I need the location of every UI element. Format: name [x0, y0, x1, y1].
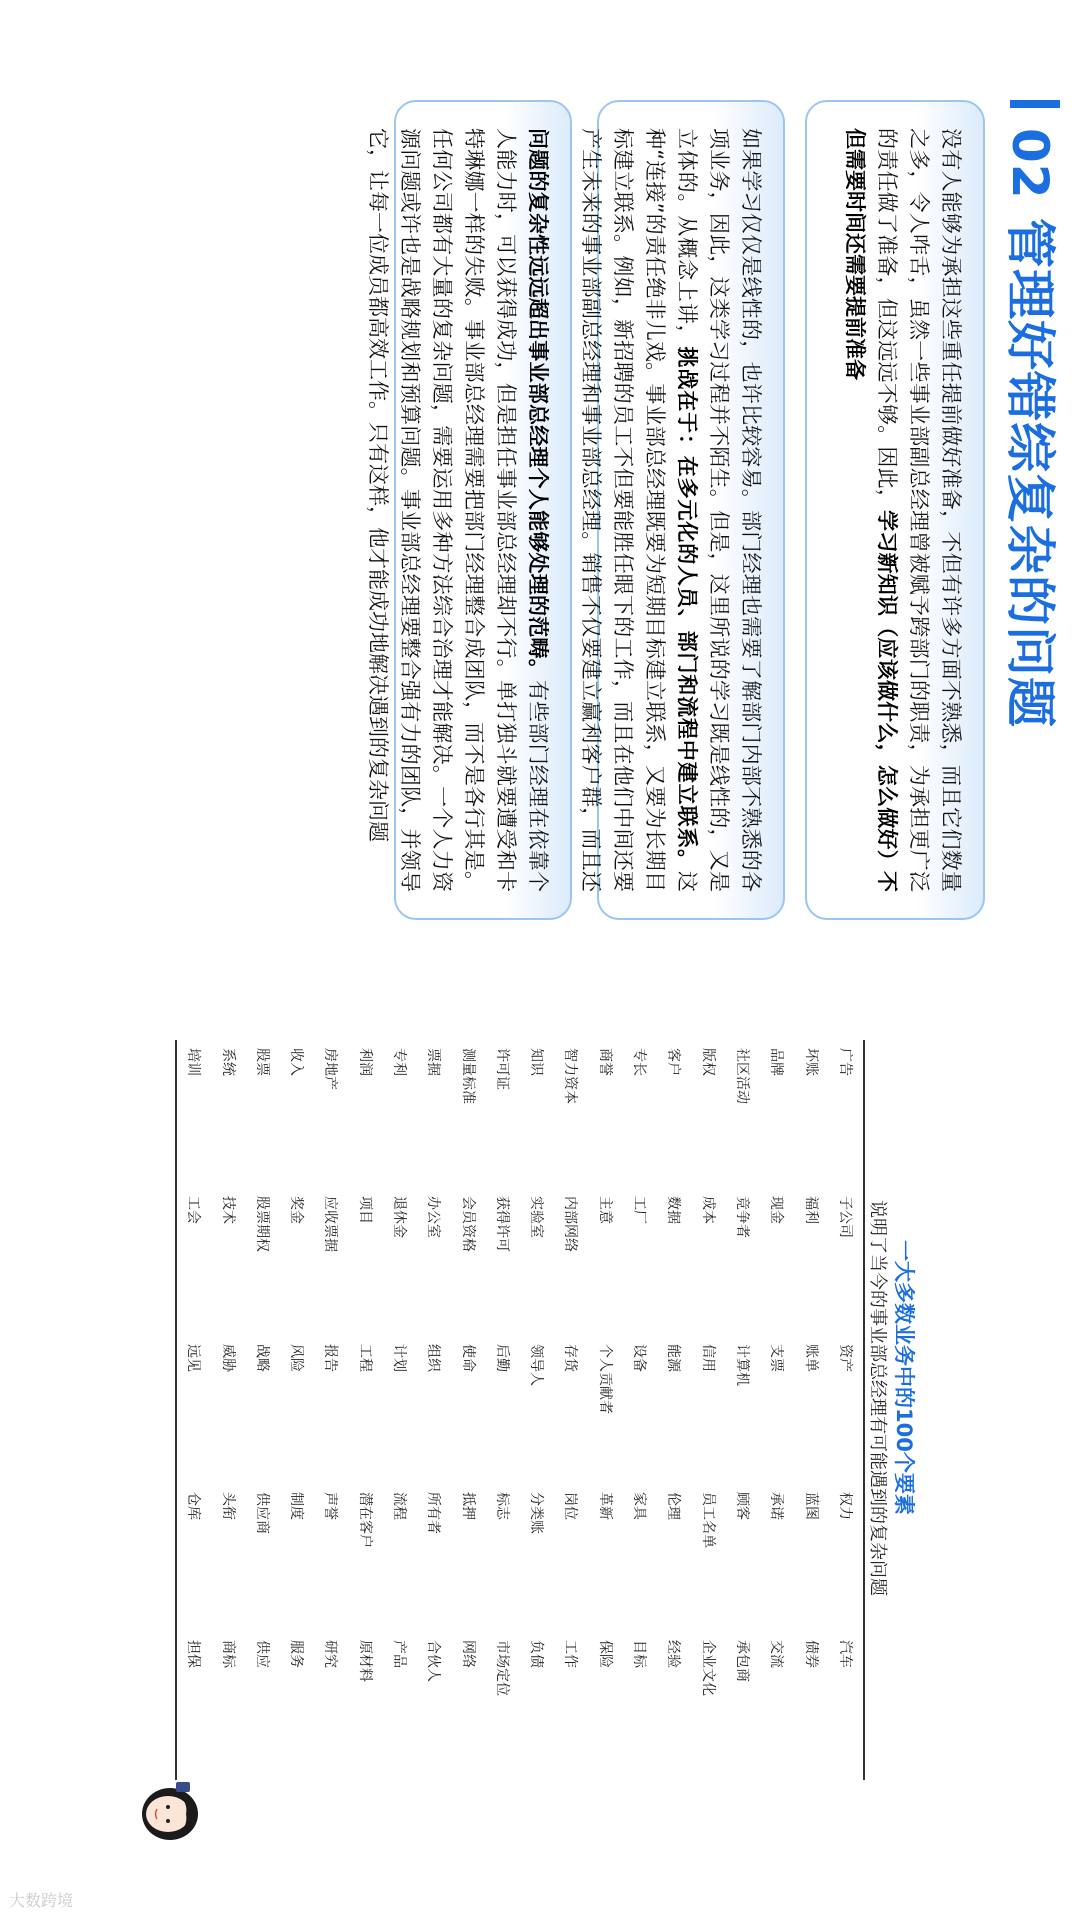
table-cell: 债券: [802, 1640, 819, 1668]
table-cell: 获得许可: [493, 1196, 510, 1252]
table-cell: 客户: [665, 1048, 682, 1076]
table-cell: 商誉: [596, 1048, 613, 1076]
table-row: [554, 1040, 588, 1780]
table-cell: 领导人: [528, 1344, 545, 1386]
table-row: [177, 1040, 211, 1780]
table-row: [623, 1040, 657, 1780]
card-paragraph: [543, 128, 767, 892]
text-card-knowledge: [805, 100, 985, 920]
table-cell: 原材料: [356, 1640, 373, 1682]
table-cell: 收入: [288, 1048, 305, 1076]
table-cell: 利润: [356, 1048, 373, 1076]
table-row: [280, 1040, 314, 1780]
table-cell: 承诺: [768, 1492, 785, 1520]
table-cell: 品牌: [768, 1048, 785, 1076]
table-row: [451, 1040, 485, 1780]
table-cell: 资产: [836, 1344, 853, 1372]
table-cell: 账单: [802, 1344, 819, 1372]
table-cell: 实验室: [528, 1196, 545, 1238]
table-cell: 坏账: [802, 1048, 819, 1076]
table-cell: 顾客: [733, 1492, 750, 1520]
table-cell: 存货: [562, 1344, 579, 1372]
table-cell: 子公司: [836, 1196, 853, 1238]
table-cell: 数据: [665, 1196, 682, 1224]
table-cell: 蓝图: [802, 1492, 819, 1520]
table-row: [349, 1040, 383, 1780]
table-cell: 设备: [631, 1344, 648, 1372]
elements-title: 一大多数业务中的100个要素: [892, 1240, 916, 1515]
card-paragraph: [362, 128, 554, 892]
table-cell: 标志: [493, 1492, 510, 1520]
table-cell: 计划: [391, 1344, 407, 1372]
table-cell: 测量标准: [459, 1048, 476, 1104]
table-cell: 市场定位: [493, 1640, 510, 1696]
table-cell: 应收票据: [322, 1196, 339, 1252]
table-cell: 员工名单: [699, 1492, 716, 1548]
watermark: [5, 1880, 95, 1914]
card-text: 如果学习仅仅是线性的，也许比较容易。部门经理也需要了解部门内部不熟悉的各项业务，因此，这类学习过程并不陌生。但是，这里所说的学习既是线性的，又是立体的。从概念上讲，: [675, 128, 763, 892]
table-cell: 票据: [425, 1048, 442, 1076]
table-cell: 使命: [459, 1344, 476, 1372]
table-row: [314, 1040, 348, 1780]
table-cell: 社区活动: [733, 1048, 750, 1104]
table-cell: 能源: [665, 1344, 682, 1372]
table-cell: 知识: [528, 1048, 545, 1076]
table-cell: 威胁: [219, 1344, 236, 1372]
avatar-icon: [140, 1778, 210, 1848]
table-row: [589, 1040, 623, 1780]
table-cell: 股票期权: [253, 1196, 270, 1252]
table-cell: 计算机: [733, 1344, 750, 1386]
table-row: [726, 1040, 760, 1780]
table-cell: 供应: [253, 1640, 270, 1668]
table-cell: 奖金: [288, 1196, 305, 1224]
table-cell: 智力资本: [562, 1048, 579, 1104]
table-cell: 信用: [699, 1344, 716, 1372]
table-cell: 网络: [459, 1640, 476, 1668]
table-row: [829, 1040, 863, 1780]
table-cell: 退休金: [391, 1196, 407, 1238]
card-text-bold: 问题的复杂性远远超出事业部总经理个人能够处理的范畴。: [526, 128, 550, 680]
table-cell: 远见: [185, 1344, 202, 1372]
table-cell: 交流: [768, 1640, 785, 1668]
table-cell: 现金: [768, 1196, 785, 1224]
table-cell: 汽车: [836, 1640, 853, 1668]
table-cell: 工厂: [631, 1196, 648, 1224]
table-cell: 声誉: [322, 1492, 339, 1520]
table-cell: 工作: [562, 1640, 579, 1668]
table-cell: 办公室: [425, 1196, 442, 1238]
watermark-text: 大数跨境: [9, 1891, 74, 1910]
title-accent-bar: [1010, 100, 1060, 108]
table-cell: 组织: [425, 1344, 442, 1372]
table-cell: 股票: [253, 1048, 270, 1076]
table-row: [417, 1040, 451, 1780]
card-text: 没有人能够为承担这些重任提前做好准备，不但有许多方面不熟悉，而且它们数量之多，令人咋舌，虽然一些事业部副总经理曾被赋予跨部门的职责，为承担更广泛的责任做了准备，但这远远不够。因此，: [875, 128, 963, 892]
table-cell: 技术: [219, 1196, 236, 1224]
card-text: 有些部门经理在依靠个人能力时，可以获得成功，但是担任事业部总经理却不行。单打独斗就要遭受和卡特琳娜一样的失败。事业部总经理需要把部门经理整合成团队，而不是各行其是。任何公司都有大量的复杂问题，需要运用多种方法综合治理才能解决。一个人力资源问题或许也是战略规划和预算问题。事业部总经理要整合强有力的团队，并领导它，让每一位成员都高效工作。只有这样，他才能成功地解决遇到的复杂问题: [366, 128, 550, 893]
table-cell: 保险: [596, 1640, 613, 1668]
table-row: [794, 1040, 828, 1780]
table-cell: 工会: [185, 1196, 202, 1224]
table-cell: 风险: [288, 1344, 305, 1372]
table-cell: 负债: [528, 1640, 545, 1668]
table-cell: 抵押: [459, 1492, 476, 1520]
table-cell: 承包商: [733, 1640, 750, 1682]
table-cell: 伦理: [665, 1492, 682, 1520]
elements-table: [175, 1040, 865, 1780]
table-cell: 分类账: [528, 1492, 545, 1534]
table-cell: 企业文化: [699, 1640, 716, 1696]
table-cell: 产品: [391, 1640, 407, 1668]
table-cell: 成本: [699, 1196, 716, 1224]
table-cell: 担保: [185, 1640, 202, 1668]
table-cell: 个人贡献者: [596, 1344, 613, 1414]
card-text-bold: 学习新知识（应该做什么，怎么做好）不但需要时间还需要提前准备: [843, 128, 899, 893]
table-cell: 目标: [631, 1640, 648, 1668]
table-row: [486, 1040, 520, 1780]
text-card-complexity: [366, 100, 572, 920]
table-cell: 版权: [699, 1048, 716, 1076]
table-cell: 专长: [631, 1048, 648, 1076]
page-title: 02 管理好错综复杂的问题: [1001, 128, 1059, 728]
table-cell: 所有者: [425, 1492, 442, 1534]
table-cell: 仓库: [185, 1492, 202, 1520]
table-cell: 家具: [631, 1492, 648, 1520]
card-text: 这种“连接”的责任绝非儿戏。事业部总经理既要为短期目标建立联系，又要为长期目标建立联系。例如，新招聘的员工不但要能胜任眼下的工作，而且在他们中间还要产生未来的事业部副总经理和事业部总经理。销售不仅要建立赢利客户群，而且还: [579, 128, 699, 892]
table-cell: 项目: [356, 1196, 373, 1224]
table-cell: 房地产: [322, 1048, 339, 1090]
table-cell: 商标: [219, 1640, 236, 1668]
table-cell: 报告: [322, 1344, 339, 1372]
table-row: [520, 1040, 554, 1780]
table-cell: 主意: [596, 1196, 613, 1224]
table-cell: 系统: [219, 1048, 236, 1076]
table-cell: 工程: [356, 1344, 373, 1372]
table-cell: 潜在客户: [356, 1492, 373, 1548]
table-cell: 研究: [322, 1640, 339, 1668]
table-row: [692, 1040, 726, 1780]
table-cell: 头衔: [219, 1492, 236, 1520]
table-cell: 会员资格: [459, 1196, 476, 1252]
table-row: [760, 1040, 794, 1780]
table-cell: 广告: [836, 1048, 853, 1076]
table-cell: 权力: [836, 1492, 853, 1520]
table-cell: 许可证: [493, 1048, 510, 1090]
table-cell: 合伙人: [425, 1640, 442, 1682]
table-cell: 竞争者: [733, 1196, 750, 1238]
table-cell: 岗位: [562, 1492, 579, 1520]
table-cell: 福利: [802, 1196, 819, 1224]
table-cell: 专利: [391, 1048, 407, 1076]
table-cell: 培训: [185, 1048, 202, 1076]
table-cell: 支票: [768, 1344, 785, 1372]
card-text-bold: 挑战在于：在多元化的人员、部门和流程中建立联系。: [675, 346, 699, 871]
table-cell: 经验: [665, 1640, 682, 1668]
table-cell: 革新: [596, 1492, 613, 1520]
table-cell: 流程: [391, 1492, 407, 1520]
table-row: [383, 1040, 417, 1780]
table-cell: 战略: [253, 1344, 270, 1372]
table-cell: 服务: [288, 1640, 305, 1668]
table-cell: 后勤: [493, 1344, 510, 1372]
table-row: [211, 1040, 245, 1780]
table-cell: 供应商: [253, 1492, 270, 1534]
table-row: [657, 1040, 691, 1780]
card-paragraph: [839, 128, 967, 892]
table-row: [246, 1040, 280, 1780]
table-cell: 内部网络: [562, 1196, 579, 1252]
elements-subtitle: 说明了当今的事业部总经理有可能遇到的复杂问题: [867, 1200, 888, 1596]
text-card-connections: [579, 100, 785, 920]
table-cell: 制度: [288, 1492, 305, 1520]
